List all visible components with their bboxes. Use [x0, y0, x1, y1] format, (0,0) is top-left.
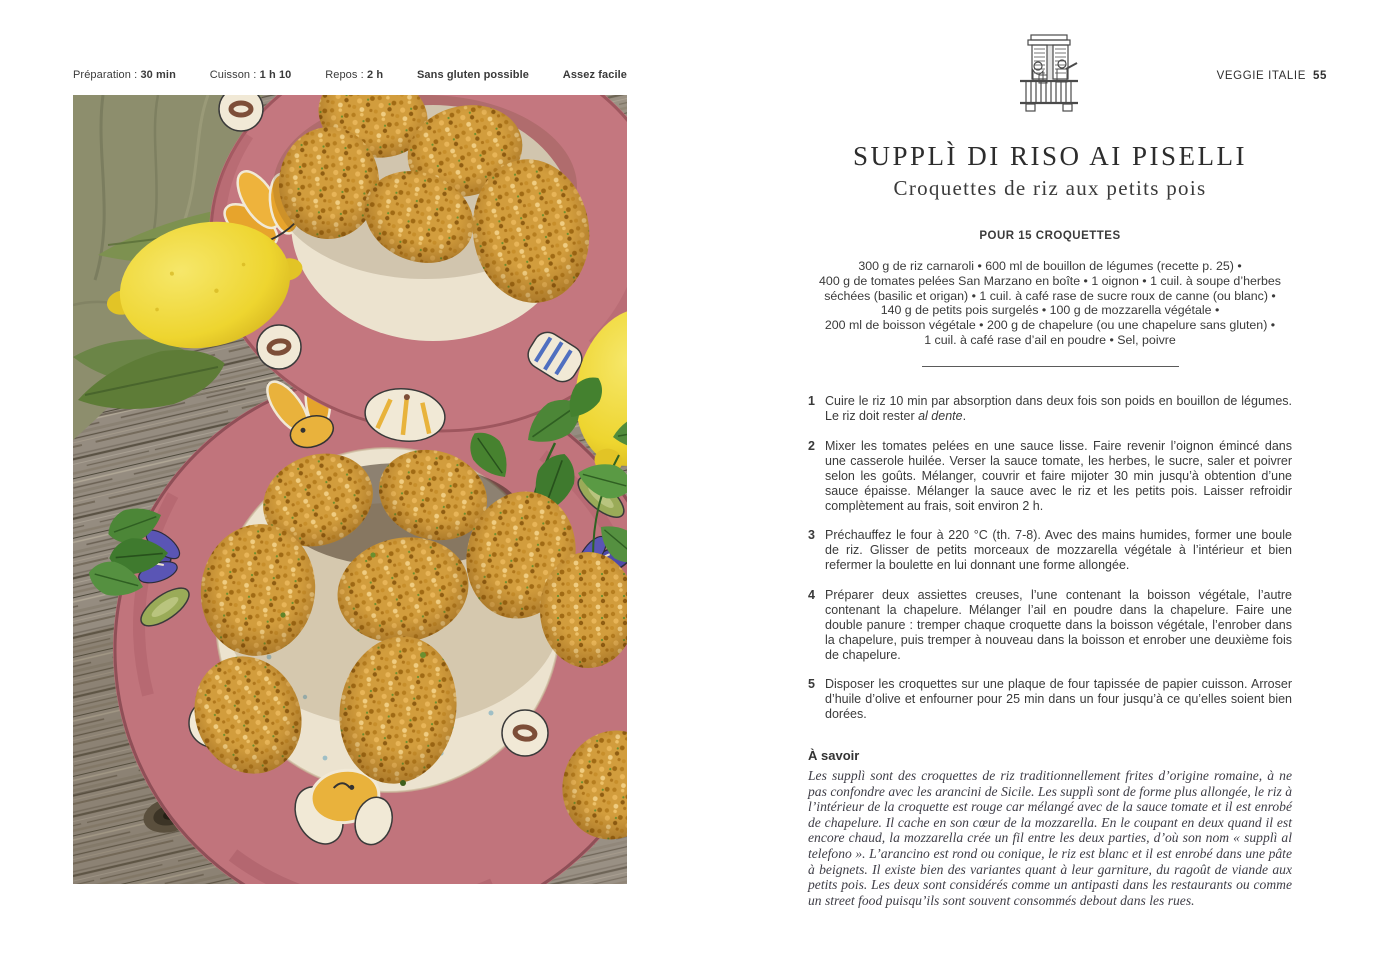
- note-body: Les supplì sont des croquettes de riz traditionnellement frites d’origine romaine, à ne pas confondre avec les arancini de Sicile. Les supplì sont de forme plus allongée, le riz à l’intérieur de la croquette est rouge car mélangé avec de la sauce tomate et il est enrobé de chapelure. Il cache en son cœur de la mozzarella. En le coupant en deux quand il est encore chaud, la mozzarella crée un fil entre les deux parties, d’où son nom « supplì al telefono ». L’arancino est rond ou conique, le riz est blanc et il est enrobé dans une pâte à beignets. Il existe bien des variantes quant à leur garniture, du ragoût de viande aux petits pois. Les deux sont considérés comme un antipasti dans les restaurants ou comme un street food puisqu’ils sont souvent consommés debout dans les rues.: [808, 768, 1292, 908]
- ingredients-block: [780, 259, 1320, 348]
- recipe-photo-illustration: [73, 95, 627, 884]
- ingredients-line: 400 g de tomates pelées San Marzano en boîte • 1 oignon • 1 cuil. à soupe d’herbes: [819, 273, 1281, 288]
- note-block: [808, 748, 1292, 908]
- step-5: 5 Disposer les croquettes sur une plaque de four tapissée de papier cuisson. Arroser d’huile d’olive et enfourner pour 25 min dans un four jusqu’à ce qu’elles soient bien dorées.: [808, 677, 1292, 721]
- ingredients-line: 140 g de petits pois surgelés • 100 g de mozzarella végétale •: [880, 303, 1220, 318]
- ingredients-line: 200 ml de boisson végétale • 200 g de chapelure (ou une chapelure sans gluten) •: [824, 318, 1276, 333]
- meta-sans-gluten: Sans gluten possible: [416, 69, 529, 81]
- note-heading: À savoir: [808, 748, 860, 763]
- ingredients-line: séchées (basilic et origan) • 1 cuil. à café rase de sucre roux de canne (ou blanc) •: [824, 288, 1276, 303]
- running-header: [1217, 70, 1327, 82]
- olive-motif: [257, 325, 301, 369]
- meta-difficulty: Assez facile: [562, 69, 627, 81]
- balcony-musicians-icon: [1016, 33, 1082, 113]
- meta-repos: Repos : 2 h: [325, 69, 384, 81]
- step-3: 3 Préchauffez le four à 220 °C (th. 7-8). Avec des mains humides, former une boule de riz. Glisser de petits morceaux de mozzarella végétale à l’intérieur et bien refermer la boulette en lui donnant une forme allongée.: [808, 528, 1292, 572]
- balcony-icon-drawing: [1016, 33, 1082, 113]
- step-1: 1 Cuire le riz 10 min par absorption dans deux fois son poids en bouillon de légumes. Le riz doit rester al dente.: [808, 394, 1292, 423]
- recipe-title: SUPPLÌ DI RISO AI PISELLI: [852, 141, 1248, 171]
- recipe-meta-row: [73, 69, 627, 81]
- section-name: VEGGIE ITALIE: [1216, 70, 1306, 82]
- meta-preparation: Préparation : 30 min: [73, 69, 176, 81]
- ingredients-line: 300 g de riz carnaroli • 600 ml de bouillon de légumes (recette p. 25) •: [858, 259, 1242, 273]
- page-number: 55: [1313, 70, 1327, 82]
- ingredients-line: 1 cuil. à café rase d’ail en poudre • Sel, poivre: [924, 332, 1176, 347]
- meta-cuisson: Cuisson : 1 h 10: [209, 69, 292, 81]
- recipe-yield: POUR 15 CROQUETTES: [979, 230, 1121, 242]
- olive-motif: [502, 710, 548, 756]
- steps-list: [808, 394, 1292, 737]
- step-2: 2 Mixer les tomates pelées en une sauce lisse. Faire revenir l’oignon émincé dans une casserole huilée. Verser la sauce tomate, les herbes, le sucre, saler et poivrer selon les goûts. Mélanger, couvrir et faire mijoter 30 min jusqu’à obtention d’une sauce épaisse. Mélanger la sauce avec le riz et les petits pois. Laisser refroidir complètement au frais, soit environ 2 h.: [808, 438, 1292, 513]
- olive-motif: [219, 95, 263, 131]
- recipe-photo: [73, 95, 627, 884]
- recipe-subtitle: Croquettes de riz aux petits pois: [893, 176, 1207, 200]
- section-divider: [922, 366, 1179, 367]
- step-4: 4 Préparer deux assiettes creuses, l’une contenant la boisson végétale, l’autre contenant la chapelure. Mélanger l’ail en poudre dans la chapelure. Faire une double panure : tremper chaque croquette dans la boisson végétale, l’enrober dans la chapelure, puis tremper à nouveau dans la boisson et enrober une deuxième fois de chapelure.: [808, 587, 1292, 662]
